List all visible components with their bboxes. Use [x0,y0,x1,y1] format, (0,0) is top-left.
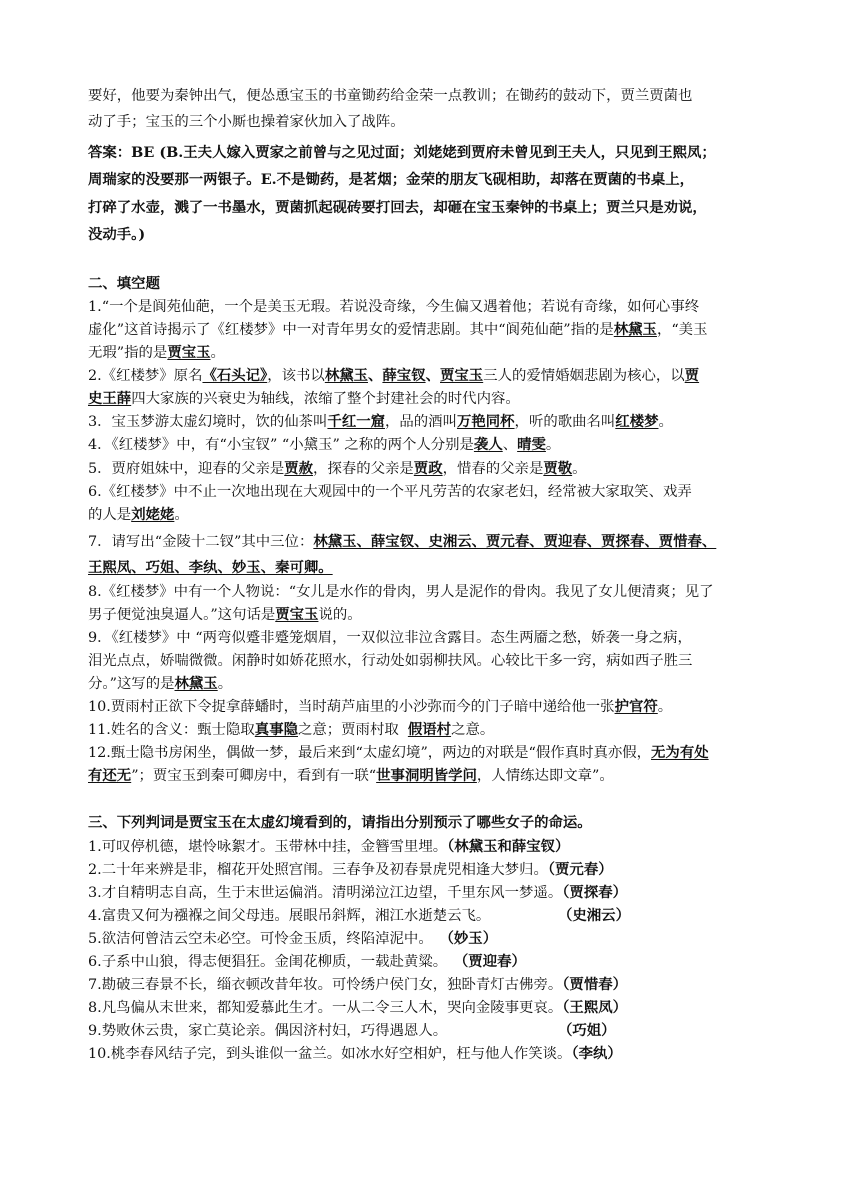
question-7-cont [88,556,333,577]
question-9-cont [88,672,232,693]
question-9 [88,626,692,647]
answer-text: 袭人 [473,436,503,453]
question-text: 泪光点点，娇喘微微。闲静时如娇花照水，行动处如弱柳扶风。心较比干多一窍，病如西子胜三 [88,653,693,669]
question-text: 四大家族的兴衰史为轴线，浓缩了整个封建社会的时代内容。 [131,391,520,407]
answer-text: 刘姥姥 [131,506,175,523]
question-text: 。 [210,345,225,361]
answer-line: 没动手。) [88,226,146,243]
answer-text: 林黛玉 [324,367,368,384]
question-text: 4．《红楼梦》中，有“小宝钗” “小黛玉” 之称的两个人分别是 [88,437,474,453]
question-text: 5．贾府姐妹中，迎春的父亲是 [88,461,285,477]
verdict-item [88,881,627,902]
question-text: 。 [545,437,561,453]
answer-text: 真事隐 [254,721,298,738]
question-text: 11.姓名的含义：甄士隐取 [88,722,255,738]
question-text: 、 [502,437,518,453]
answer-text: 贾宝玉 [440,367,484,384]
question-text: 1.“一个是阆苑仙葩，一个是美玉无瑕。若说没奇缘，今生偏又遇着他；若说有奇缘，如何心事终 [88,299,700,315]
question-text: 虚化”这首诗揭示了《红楼梦》中一对青年男女的爱情悲剧。其中“阆苑仙葩”指的是 [88,322,614,338]
question-text: 7．请写出“金陵十二钗”其中三位： [88,534,314,550]
question-6-cont [88,503,189,524]
verdict-answer: （贾迎春） [461,953,526,970]
question-text: 。 [658,414,673,430]
answer-text: 贾赦 [284,460,314,477]
question-text: 。 [657,699,673,715]
answer-text: 林黛玉、薛宝钗、史湘云、贾元春、贾迎春、贾探春、贾惜春、 [313,533,717,550]
verdict-text: 4.富贵又何为襁褓之间父母违。展眼吊斜辉，湘江水逝楚云飞。 [88,908,491,924]
question-12-cont [88,764,614,785]
answer-line: 打碎了水壶，溅了一书墨水，贾菌抓起砚砖要打回去，却砸在宝玉秦钟的书桌上；贾兰只是劝说， [88,199,707,216]
answer-text: 王熙凤、巧姐、李纨、妙玉、秦可卿。 [88,559,333,576]
verdict-text: 7.勘破三春景不长，缁衣顿改昔年妆。可怜绣户侯门女，独卧青灯古佛旁。 [88,977,563,993]
question-text: ”；贾宝玉到秦可卿房中，看到有一联“ [131,768,377,784]
answer-text: 林黛玉 [174,675,218,692]
verdict-item [88,1042,622,1063]
answer-text: 护官符 [614,698,658,715]
answer-text: 林黛玉 [613,321,657,338]
verdict-item [88,1019,616,1040]
question-text: 说的。 [318,607,362,623]
intro-line: 要好，他要为秦钟出气，便怂恿宝玉的书童锄药给金荣一点教训；在锄药的鼓动下，贾兰贾菌也 [88,88,693,104]
answer-text: 贾敬 [543,460,573,477]
question-text: ，听的歌曲名叫 [514,414,616,430]
verdict-item [88,973,627,994]
verdict-text: 9.势败休云贵，家亡莫论亲。偶因济村妇，巧得遇恩人。 [88,1023,448,1039]
question-4 [88,433,560,454]
question-text: ，惜春的父亲是 [442,461,544,477]
question-text: ，探春的父亲是 [313,461,414,477]
answer-text: 晴雯 [517,436,546,453]
verdict-text: 10.桃李春风结子完，到头谁似一盆兰。如冰水好空相妒，枉与他人作笑谈。 [88,1046,572,1062]
question-text: 之意。 [451,722,495,738]
question-2 [88,364,699,385]
question-1-cont [88,318,707,339]
section-heading-verdicts: 三、下列判词是贾宝玉在太虚幻境看到的，请指出分别预示了哪些女子的命运。 [88,814,592,831]
verdict-item [88,950,526,971]
verdict-answer: （妙玉） [446,930,498,947]
question-text: 6.《红楼梦》中不止一次地出现在大观园中的一个平凡劳苦的农家老妇，经常被大家取笑、戏弄 [88,484,692,500]
question-6 [88,480,692,501]
question-text: 12.甄士隐书房闲坐，偶做一梦，最后来到“太虚幻境”，两边的对联是“假作真时真亦假， [88,745,652,761]
verdict-item [88,858,613,879]
question-text: 无瑕”指的是 [88,345,168,361]
question-2-cont [88,387,520,408]
answer-text: 《石头记》 [202,367,268,384]
verdict-answer: （贾元春） [547,861,613,878]
verdict-item [88,904,630,925]
answer-text: 无为有处 [651,744,709,761]
question-text: 。 [174,507,189,523]
question-5 [88,457,587,478]
question-text: ，该书以 [267,368,325,384]
question-1 [88,295,699,316]
question-text: 10.贾雨村正欲下令捉拿薛蟠时，当时葫芦庙里的小沙弥而今的门子暗中递给他一张 [88,699,615,715]
question-12 [88,741,709,762]
question-9-cont [88,649,692,670]
answer-text: 薛宝钗 [382,367,426,384]
answer-text: 红楼梦 [615,413,659,430]
answer-text: 贾 [684,367,700,384]
question-text: 3．宝玉梦游太虚幻境时，饮的仙茶叫 [88,414,328,430]
verdict-text: 3.才自精明志自高，生于末世运偏消。清明涕泣江边望，千里东风一梦遥。 [88,885,563,901]
question-text: ，人情练达即文章”。 [476,768,614,784]
verdict-answer: （史湘云） [558,907,630,924]
question-text: 9．《红楼梦》中 “两弯似蹙非蹙笼烟眉，一双似泣非泣含露目。态生两靥之愁，娇袭一身之病， [88,630,692,646]
answer-text: 史王薛 [88,390,132,407]
answer-text: 贾宝玉 [167,344,211,361]
answer-text: 假语村 [407,721,452,738]
question-text: 2.《红楼梦》原名 [88,368,203,384]
verdict-text: 2.二十年来辨是非，榴花开处照宫闱。三春争及初春景虎兕相逢大梦归。 [88,862,548,878]
verdict-item [88,835,569,856]
verdict-text: 1.可叹停机德，堪怜咏絮才。玉带林中挂，金簪雪里埋。 [88,839,448,855]
question-text: ，品的酒叫 [385,414,457,430]
verdict-item [88,996,627,1017]
question-10 [88,695,672,716]
verdict-answer: （王熙凤） [562,999,627,1016]
verdict-text: 5.欲洁何曾洁云空未必空。可怜金玉质，终陷淖泥中。 [88,931,433,947]
question-8-cont [88,603,362,624]
question-3 [88,410,673,431]
intro-line: 动了手；宝玉的三个小厮也操着家伙加入了战阵。 [88,114,405,130]
section-heading-fill-blank: 二、填空题 [88,275,160,292]
question-text: 分。”这写的是 [88,676,175,692]
question-1-cont [88,341,225,362]
answer-line: 周瑞家的没要那一两银子。E.不是锄药，是茗烟；金荣的朋友飞砚相助，却落在贾菌的书桌上， [88,171,694,188]
question-text: 三人的爱情婚姻悲剧为核心，以 [483,368,685,384]
answer-text: 有还无 [88,767,132,784]
verdict-text: 8.凡鸟偏从末世来，都知爱慕此生才。一从二令三人木，哭向金陵事更哀。 [88,1000,563,1016]
question-text: 。 [217,676,233,692]
answer-text: 千红一窟 [327,413,385,430]
answer-text: 世事洞明皆学问 [376,767,477,784]
question-8 [88,580,714,601]
verdict-item [88,927,497,948]
answer-line: 答案：BE (B.王夫人嫁入贾家之前曾与之见过面；刘姥姥到贾府未曾见到王夫人，只见到王熙凤； [88,144,716,161]
verdict-answer: （巧姐） [558,1022,616,1039]
question-7 [88,530,716,551]
answer-text: 万艳同杯 [456,413,515,430]
question-text: 8.《红楼梦》中有一个人物说：“女儿是水作的骨肉，男人是泥作的骨肉。我见了女儿便清爽；见了 [88,584,714,600]
separator: 、 [368,367,383,384]
question-11 [88,718,494,739]
verdict-answer: （贾探春） [562,884,627,901]
question-text: 男子便觉浊臭逼人。”这句话是 [88,607,276,623]
verdict-answer: （林黛玉和薛宝钗） [447,838,570,855]
question-text: 之意；贾雨村取 [297,722,408,738]
separator: 、 [425,367,440,384]
verdict-answer: （李纨） [571,1045,622,1062]
verdict-answer: （贾惜春） [562,976,627,993]
question-text: ，“美玉 [656,322,708,338]
answer-text: 贾宝玉 [275,606,319,623]
verdict-text: 6.子系中山狼，得志便猖狂。金闺花柳质，一载赴黄粱。 [88,954,448,970]
question-text: 的人是 [88,507,132,523]
answer-text: 贾政 [413,460,443,477]
question-text: 。 [572,461,587,477]
